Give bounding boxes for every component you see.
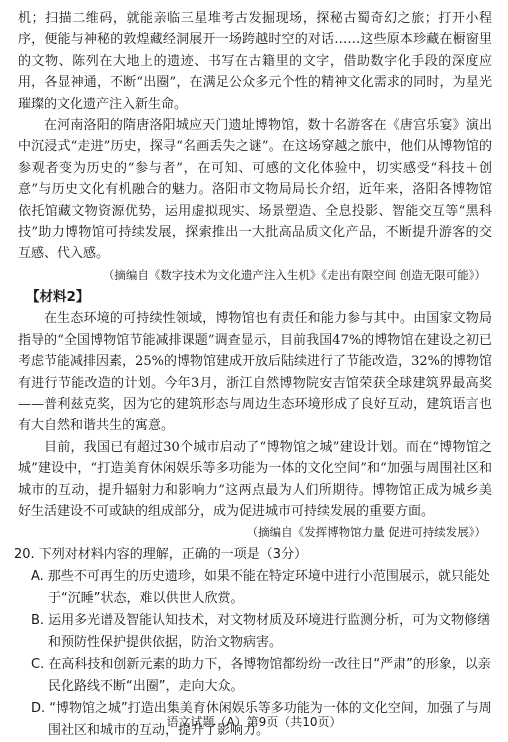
option-b: B. 运用多光谱及智能认知技术，对文物材质及环境进行监测分析，可为文物修缮和预防性保护提供依据，防治文物病害。 [31,612,491,650]
material1-source: （摘编自《数字技术为文化遗产注入生机》《走出有限空间 创造无限可能》） [102,267,486,282]
question-stem: 20. 下列对材料内容的理解，正确的一项是（3分） [14,546,308,562]
material1-paragraph-1: 机；扫描二维码，就能亲临三星堆考古发掘现场，探秘古蜀奇幻之旅；打开小程序，便能与神秘的敦煌藏经洞展开一场跨越时空的对话……这些原本珍藏在橱窗里的文物、陈列在大地上的遗迹、书写在古籍里的文字，借助数字化手段的深度应用，各显神通，不断“出圈”，在满足公众多元个性的精神文化需求的同时，为星光璀璨的文化遗产注入新生命。 [18,11,492,112]
option-c: C. 在高科技和创新元素的助力下，各博物馆都纷纷一改往日“严肃”的形象，以亲民化路线不断“出圈”，走向大众。 [31,656,491,694]
exam-page [14,8,492,742]
material2-source: （摘编自《发挥博物馆力量 促进可持续发展》） [246,525,486,540]
material2-paragraph-2: 目前，我国已有超过30个城市启动了“博物馆之城”建设计划。而在“博物馆之城”建设中，“打造美育休闲娱乐等多功能为一体的文化空间”和“加强与周围社区和城市的互动，提升辐射力和影响力”这两点最为人们所期待。博物馆正成为城乡美好生活建设不可或缺的组成部分，成为促进城市可持续发展的重要方面。 [18,439,492,519]
material1-paragraph-2: 在河南洛阳的隋唐洛阳城应天门遗址博物馆，数十名游客在《唐宫乐宴》演出中沉浸式“走进”历史，探寻“名画丢失之谜”。在这场穿越之旅中，他们从博物馆的参观者变为历史的“参与者”，在可知、可感的文化体验中，切实感受“科技＋创意”与历史文化有机融合的魅力。洛阳市文物局局长介绍，近年来，洛阳各博物馆依托馆藏文物资源优势，运用虚拟现实、场景塑造、全息投影、智能交互等“黑科技”助力博物馆可持续发展，探索推出一大批高品质文化产品，不断提升游客的交互感、代入感。 [18,118,492,262]
option-d: D. “博物馆之城”打造出集美育休闲娱乐等多功能为一体的文化空间，加强了与周围社区和城市的互动，提升了影响力。 [31,700,492,738]
material2-paragraph-1: 在生态环境的可持续性领域，博物馆也有责任和能力参与其中。由国家文物局指导的“全国博物馆节能减排课题”调查显示，目前我国47%的博物馆在建设之初已考虑节能减排因素，25%的博物馆建成开放后陆续进行了节能改造，32%的博物馆有进行节能改造的计划。今年3月，浙江自然博物院安吉馆荣获全球建筑界最高奖——普利兹克奖，因为它的建筑形态与周边生态环境形成了良好互动，建筑语言也有大自然和谐共生的寓意。 [18,311,492,434]
page-footer: 语文试题（A）第9页（共10页） [166,715,342,729]
material2-label: 【材料2】 [26,289,90,306]
option-a: A. 那些不可再生的历史遗珍，如果不能在特定环境中进行小范围展示，就只能处于“沉睡”状态，难以供世人欣赏。 [31,568,490,606]
